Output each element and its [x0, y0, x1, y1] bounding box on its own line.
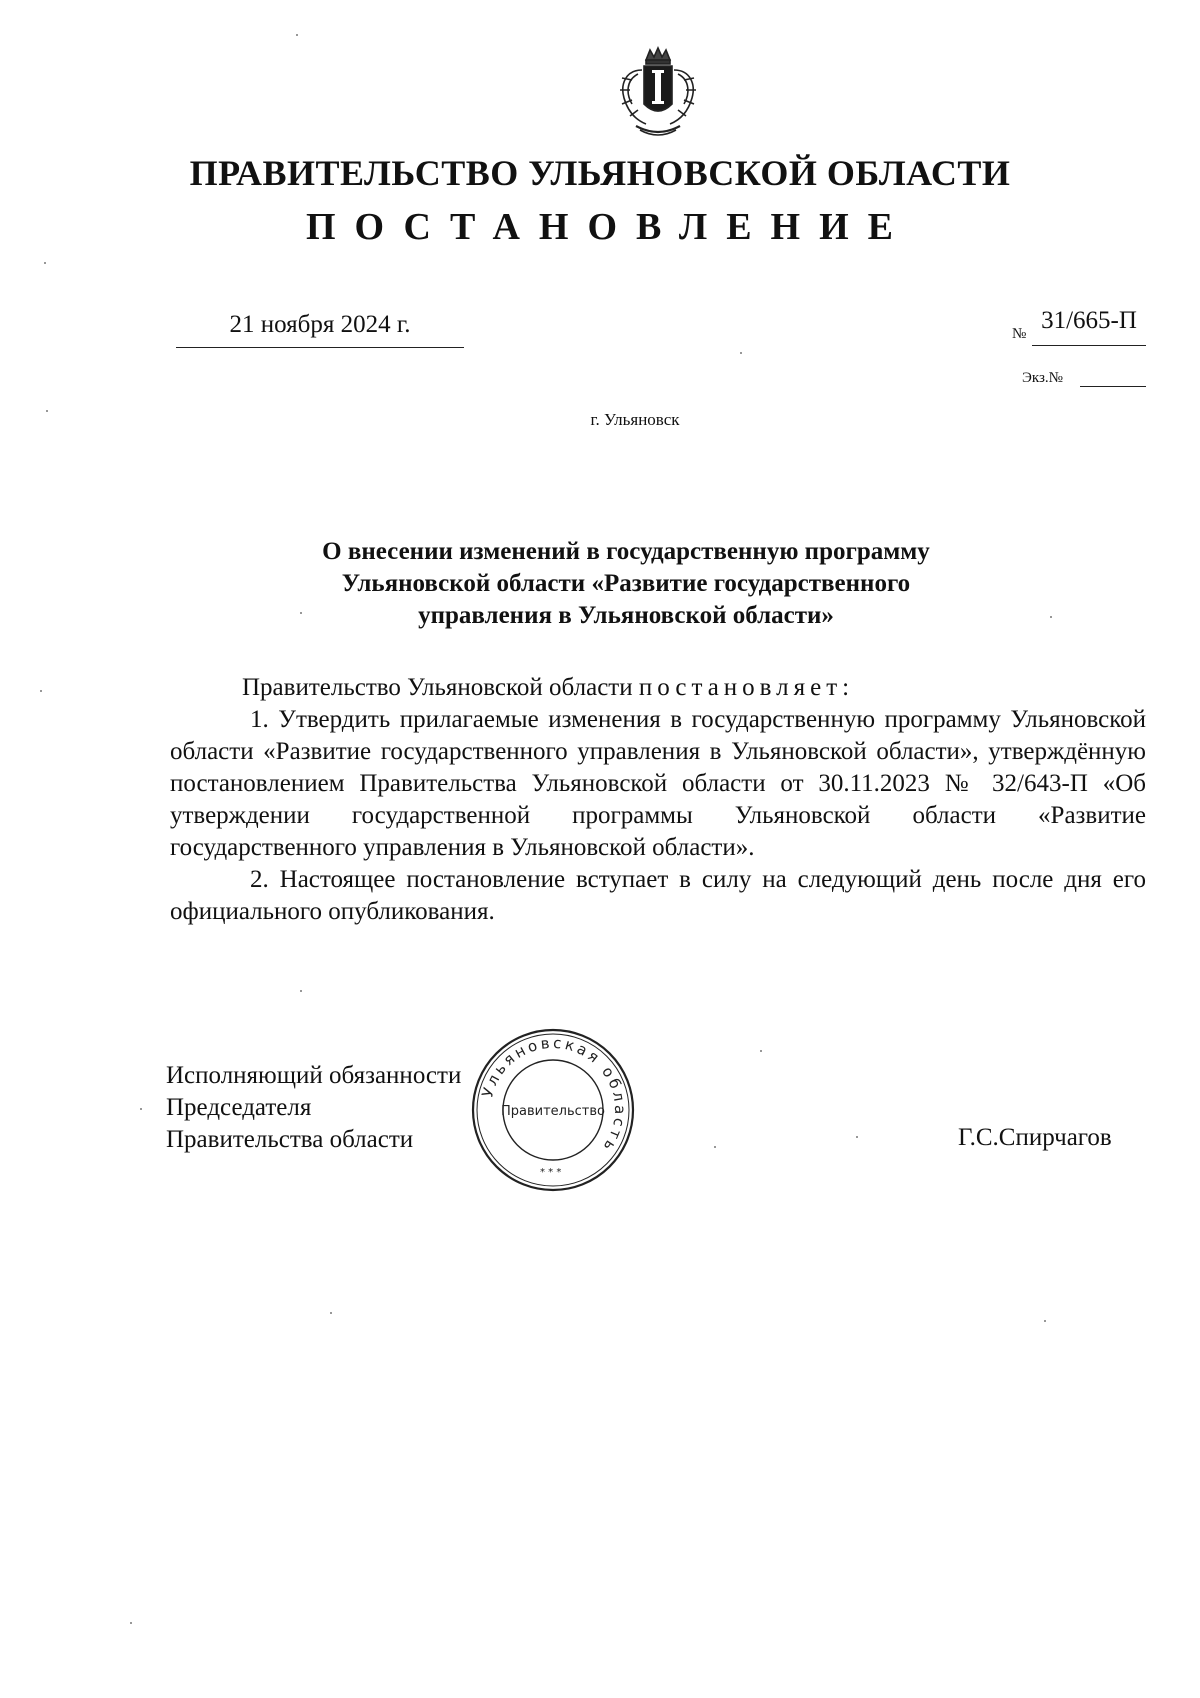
document-body: [170, 672, 1146, 928]
scan-speck: [44, 262, 46, 264]
subject-line-3: управления в Ульяновской области»: [418, 602, 834, 629]
subject-line-2: Ульяновской области «Развитие государственного: [341, 570, 911, 597]
scan-speck: [296, 34, 298, 36]
document-date-field: [176, 309, 464, 348]
scan-speck: [1050, 616, 1052, 618]
signature-title: [166, 1060, 461, 1156]
document-number: 31/665-П: [1041, 307, 1137, 334]
scan-speck: [300, 612, 302, 614]
copy-number-line: [1080, 385, 1146, 387]
seal-center-text: Правительство: [501, 1104, 605, 1119]
scan-speck: [760, 1050, 762, 1052]
scan-speck: [300, 990, 302, 992]
intro-verb: постановляет:: [638, 674, 855, 701]
scan-speck: [40, 690, 42, 692]
scan-speck: [714, 1146, 716, 1148]
copy-number-label: Экз.№: [1022, 370, 1063, 386]
scan-speck: [1044, 1320, 1046, 1322]
signature-line-1: Исполняющий обязанности: [166, 1062, 462, 1089]
government-title: ПРАВИТЕЛЬСТВО УЛЬЯНОВСКОЙ ОБЛАСТИ: [189, 153, 1011, 193]
intro-prefix: Правительство Ульяновской области: [242, 674, 633, 701]
intro-paragraph: [170, 672, 1146, 704]
city: г. Ульяновск: [590, 410, 680, 429]
svg-text:Ульяновская область: [478, 1034, 629, 1157]
subject-line-1: О внесении изменений в государственную программу: [322, 538, 930, 565]
scan-speck: [130, 1622, 132, 1624]
document-number-field: [1032, 307, 1146, 346]
scan-speck: [46, 410, 48, 412]
item-1: 1. Утвердить прилагаемые изменения в государственную программу Ульяновской области «Развитие государственного управления в Ульяновской области», утверждённую постановлением Правительства Ульяновской области от 30.11.2023 № 32/643-П «Об утверждении государственной программы Ульяновской области «Развитие государственного управления в Ульяновской области».: [170, 706, 1146, 861]
signature-line-2: Председателя: [166, 1094, 312, 1121]
scan-speck: [140, 1108, 142, 1110]
item-2: 2. Настоящее постановление вступает в силу на следующий день после дня его официального опубликования.: [170, 866, 1146, 925]
signature-line-3: Правительства области: [166, 1126, 414, 1153]
scan-speck: [330, 1312, 332, 1314]
official-seal: [468, 1025, 638, 1195]
number-label: №: [1012, 326, 1027, 342]
seal-ring-text: Ульяновская область: [478, 1033, 630, 1157]
scan-speck: [740, 352, 742, 354]
document-date: 21 ноября 2024 г.: [229, 311, 411, 338]
coat-of-arms-emblem: [612, 44, 704, 142]
signer-name: Г.С.Спирчагов: [958, 1124, 1112, 1151]
document-type: ПОСТАНОВЛЕНИЕ: [305, 206, 913, 248]
scan-speck: [856, 1136, 858, 1138]
document-subject: [240, 536, 1012, 632]
svg-text:* * *: * * *: [540, 1167, 562, 1178]
